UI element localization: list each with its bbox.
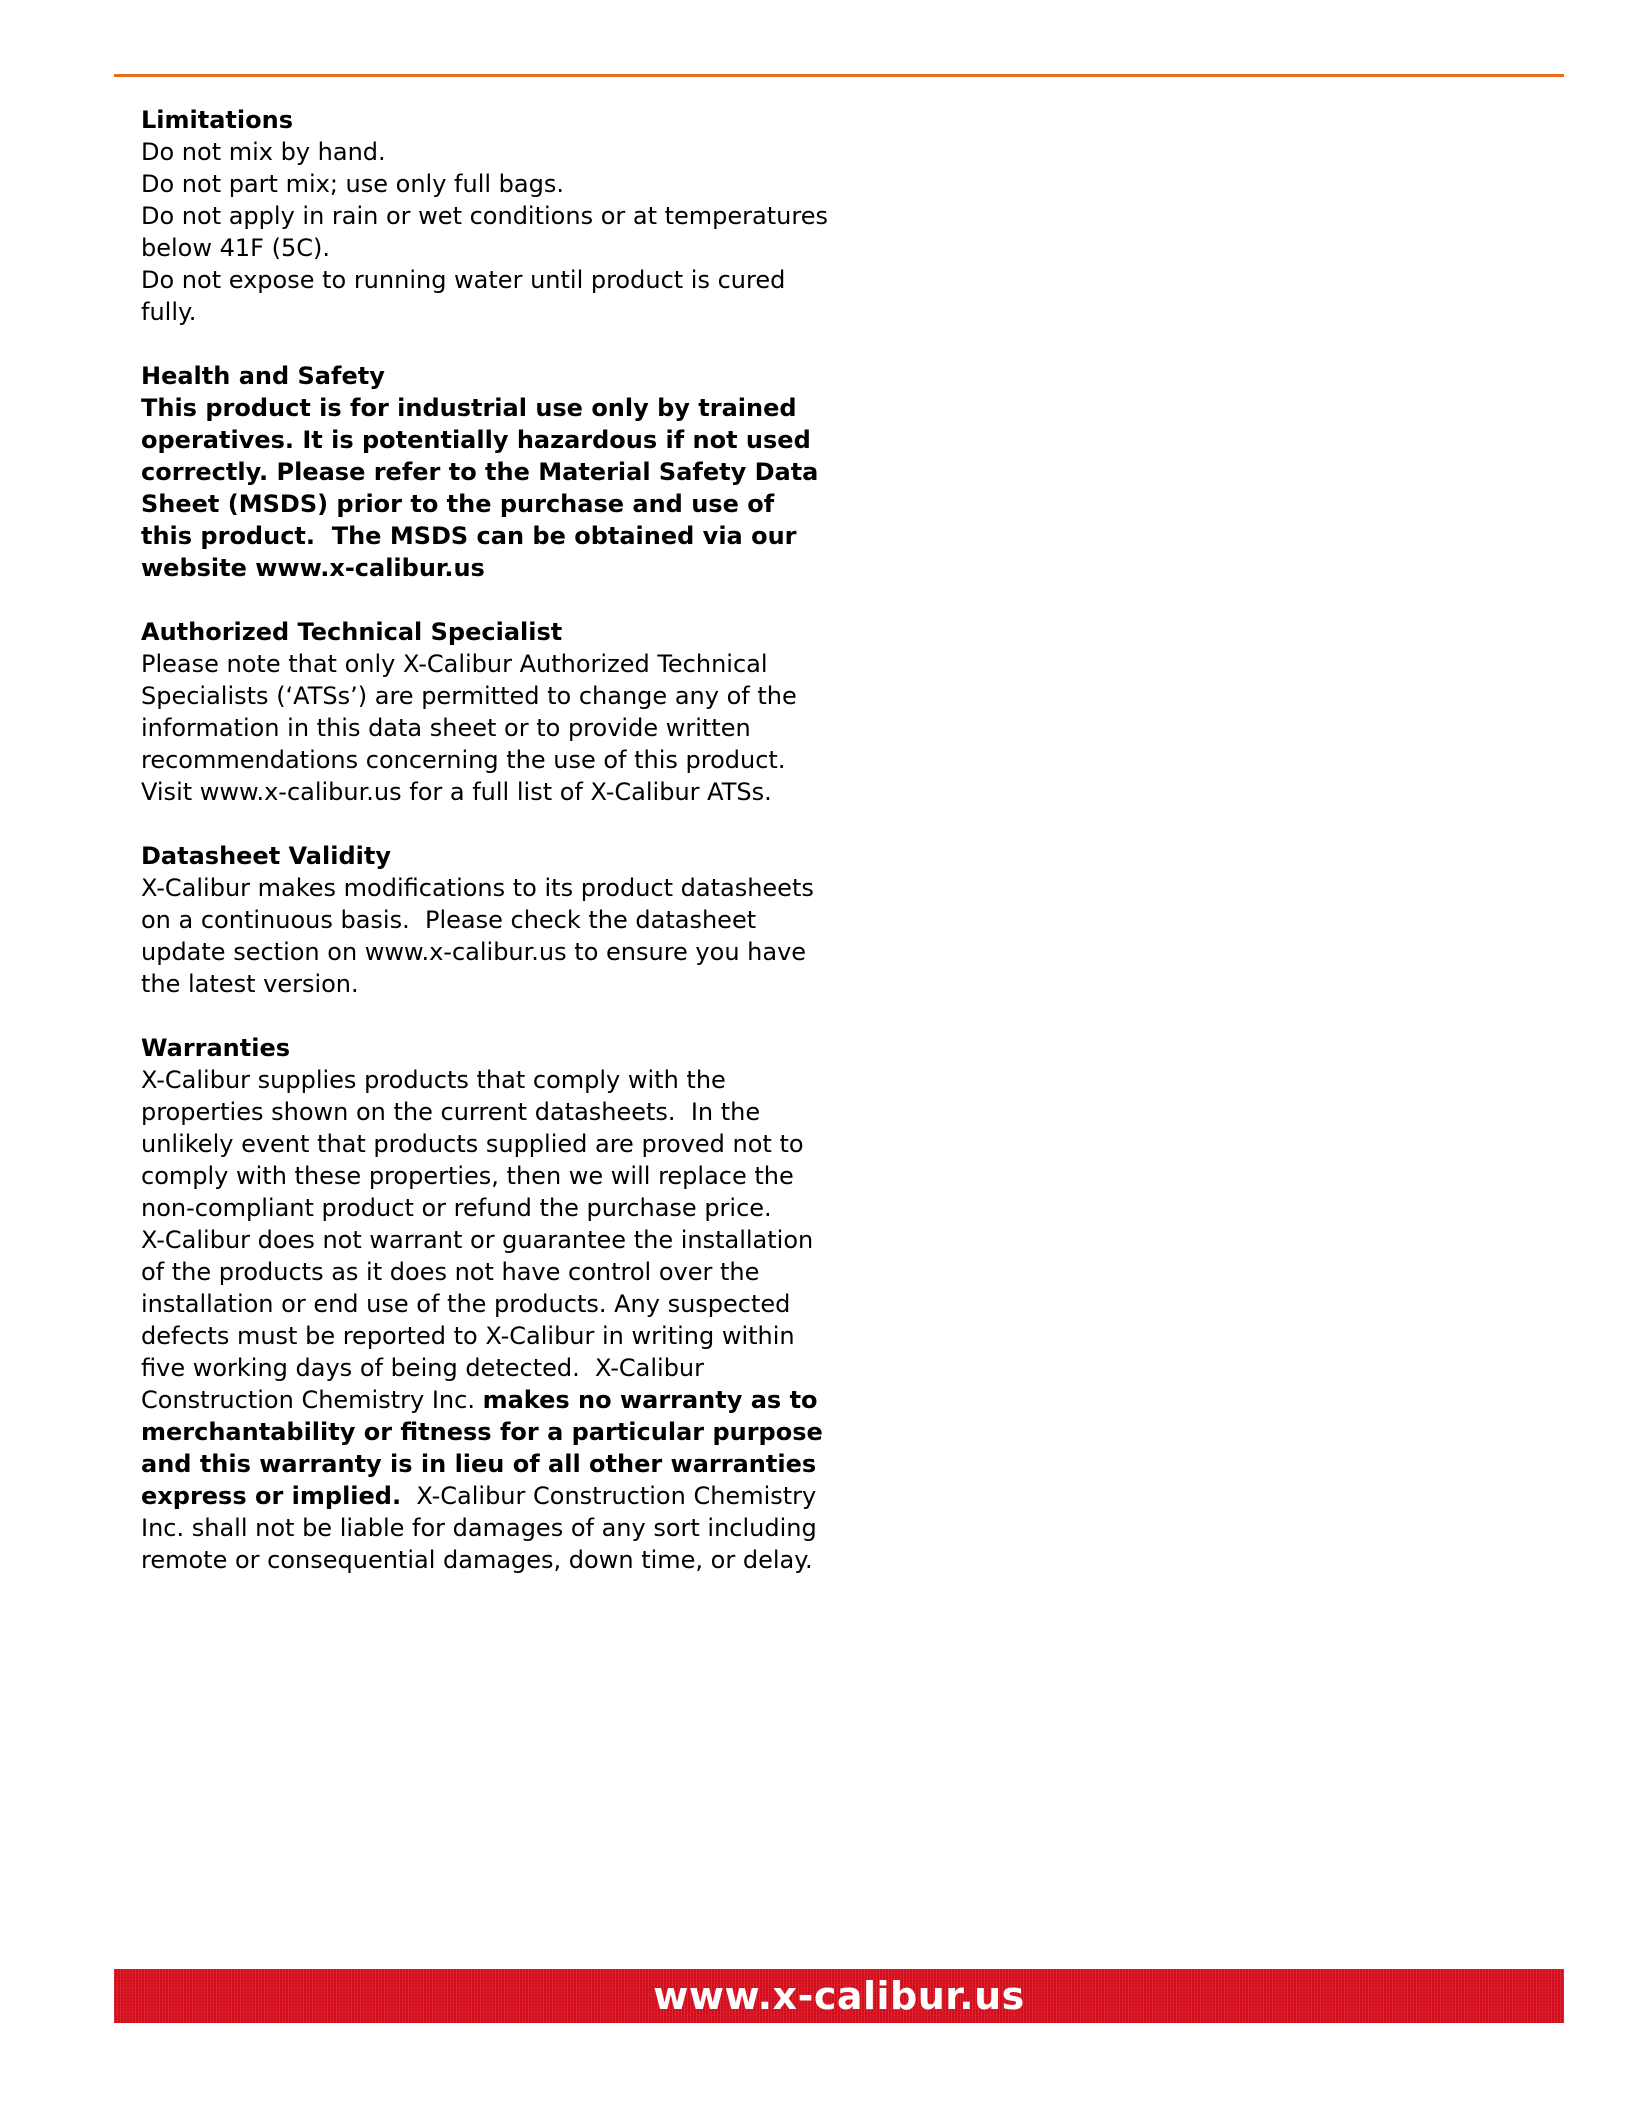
limitations-line: below 41F (5C). — [141, 234, 330, 262]
ats-line: recommendations concerning the use of this product. — [141, 746, 786, 774]
validity-line: the latest version. — [141, 970, 359, 998]
health-safety-body — [141, 392, 841, 584]
health-safety-section — [141, 360, 841, 584]
limitations-section — [141, 104, 841, 328]
validity-line: X-Calibur makes modifications to its product datasheets — [141, 874, 814, 902]
warranties-line: of the products as it does not have control over the — [141, 1258, 760, 1286]
warranties-heading: Warranties — [141, 1034, 291, 1062]
warranty-disclaimer-bold: makes no warranty as to — [482, 1386, 818, 1414]
warranties-line: X-Calibur supplies products that comply with the — [141, 1066, 726, 1094]
health-safety-line: website www.x-calibur.us — [141, 554, 485, 582]
ats-line: Specialists (‘ATSs’) are permitted to change any of the — [141, 682, 797, 710]
warranties-line-bold — [141, 1416, 841, 1448]
warranties-line: properties shown on the current datasheets. In the — [141, 1098, 761, 1126]
health-safety-line: Sheet (MSDS) prior to the purchase and use of — [141, 490, 775, 518]
warranties-line: comply with these properties, then we will replace the — [141, 1162, 794, 1190]
limitations-line: Do not apply in rain or wet conditions or at temperatures — [141, 202, 828, 230]
ats-line: Visit www.x-calibur.us for a full list of X-Calibur ATSs. — [141, 778, 772, 806]
validity-line: update section on www.x-calibur.us to ensure you have — [141, 938, 807, 966]
datasheet-body — [141, 104, 841, 1608]
health-safety-line: correctly. Please refer to the Material Safety Data — [141, 458, 819, 486]
warranty-disclaimer-bold: and this warranty is in lieu of all other warranties — [141, 1450, 817, 1478]
warranties-line-mixed — [141, 1384, 841, 1416]
validity-heading: Datasheet Validity — [141, 842, 391, 870]
warranties-line: non-compliant product or refund the purchase price. — [141, 1194, 772, 1222]
footer-website-url[interactable]: www.x-calibur.us — [653, 1974, 1025, 2018]
warranties-section — [141, 1032, 841, 1576]
warranties-text-normal: Construction Chemistry Inc. — [141, 1386, 483, 1414]
warranties-line-bold — [141, 1448, 841, 1480]
limitations-line: fully. — [141, 298, 197, 326]
health-safety-line: This product is for industrial use only by trained — [141, 394, 797, 422]
limitations-line: Do not mix by hand. — [141, 138, 386, 166]
health-safety-line: operatives. It is potentially hazardous if not used — [141, 426, 811, 454]
warranties-line: unlikely event that products supplied are proved not to — [141, 1130, 804, 1158]
ats-line: Please note that only X-Calibur Authorized Technical — [141, 650, 768, 678]
validity-line: on a continuous basis. Please check the datasheet — [141, 906, 757, 934]
warranties-line: installation or end use of the products. Any suspected — [141, 1290, 791, 1318]
limitations-line: Do not expose to running water until product is cured — [141, 266, 786, 294]
warranty-disclaimer-bold: express or implied. — [141, 1482, 402, 1510]
warranties-line: remote or consequential damages, down time, or delay. — [141, 1546, 813, 1574]
health-safety-heading: Health and Safety — [141, 362, 385, 390]
warranties-line: defects must be reported to X-Calibur in writing within — [141, 1322, 795, 1350]
ats-section — [141, 616, 841, 808]
validity-section — [141, 840, 841, 1000]
warranties-line: five working days of being detected. X-Calibur — [141, 1354, 705, 1382]
warranties-line: X-Calibur does not warrant or guarantee the installation — [141, 1226, 814, 1254]
limitations-heading: Limitations — [141, 106, 293, 134]
ats-heading: Authorized Technical Specialist — [141, 618, 563, 646]
top-divider-rule — [114, 74, 1564, 77]
warranties-line-mixed — [141, 1480, 841, 1512]
warranties-text-normal: X-Calibur Construction Chemistry — [401, 1482, 817, 1510]
warranty-disclaimer-bold: merchantability or fitness for a particular purpose — [141, 1418, 823, 1446]
ats-line: information in this data sheet or to provide written — [141, 714, 751, 742]
warranties-line: Inc. shall not be liable for damages of any sort including — [141, 1514, 817, 1542]
health-safety-line: this product. The MSDS can be obtained via our — [141, 522, 797, 550]
limitations-line: Do not part mix; use only full bags. — [141, 170, 564, 198]
footer-banner — [114, 1969, 1564, 2023]
